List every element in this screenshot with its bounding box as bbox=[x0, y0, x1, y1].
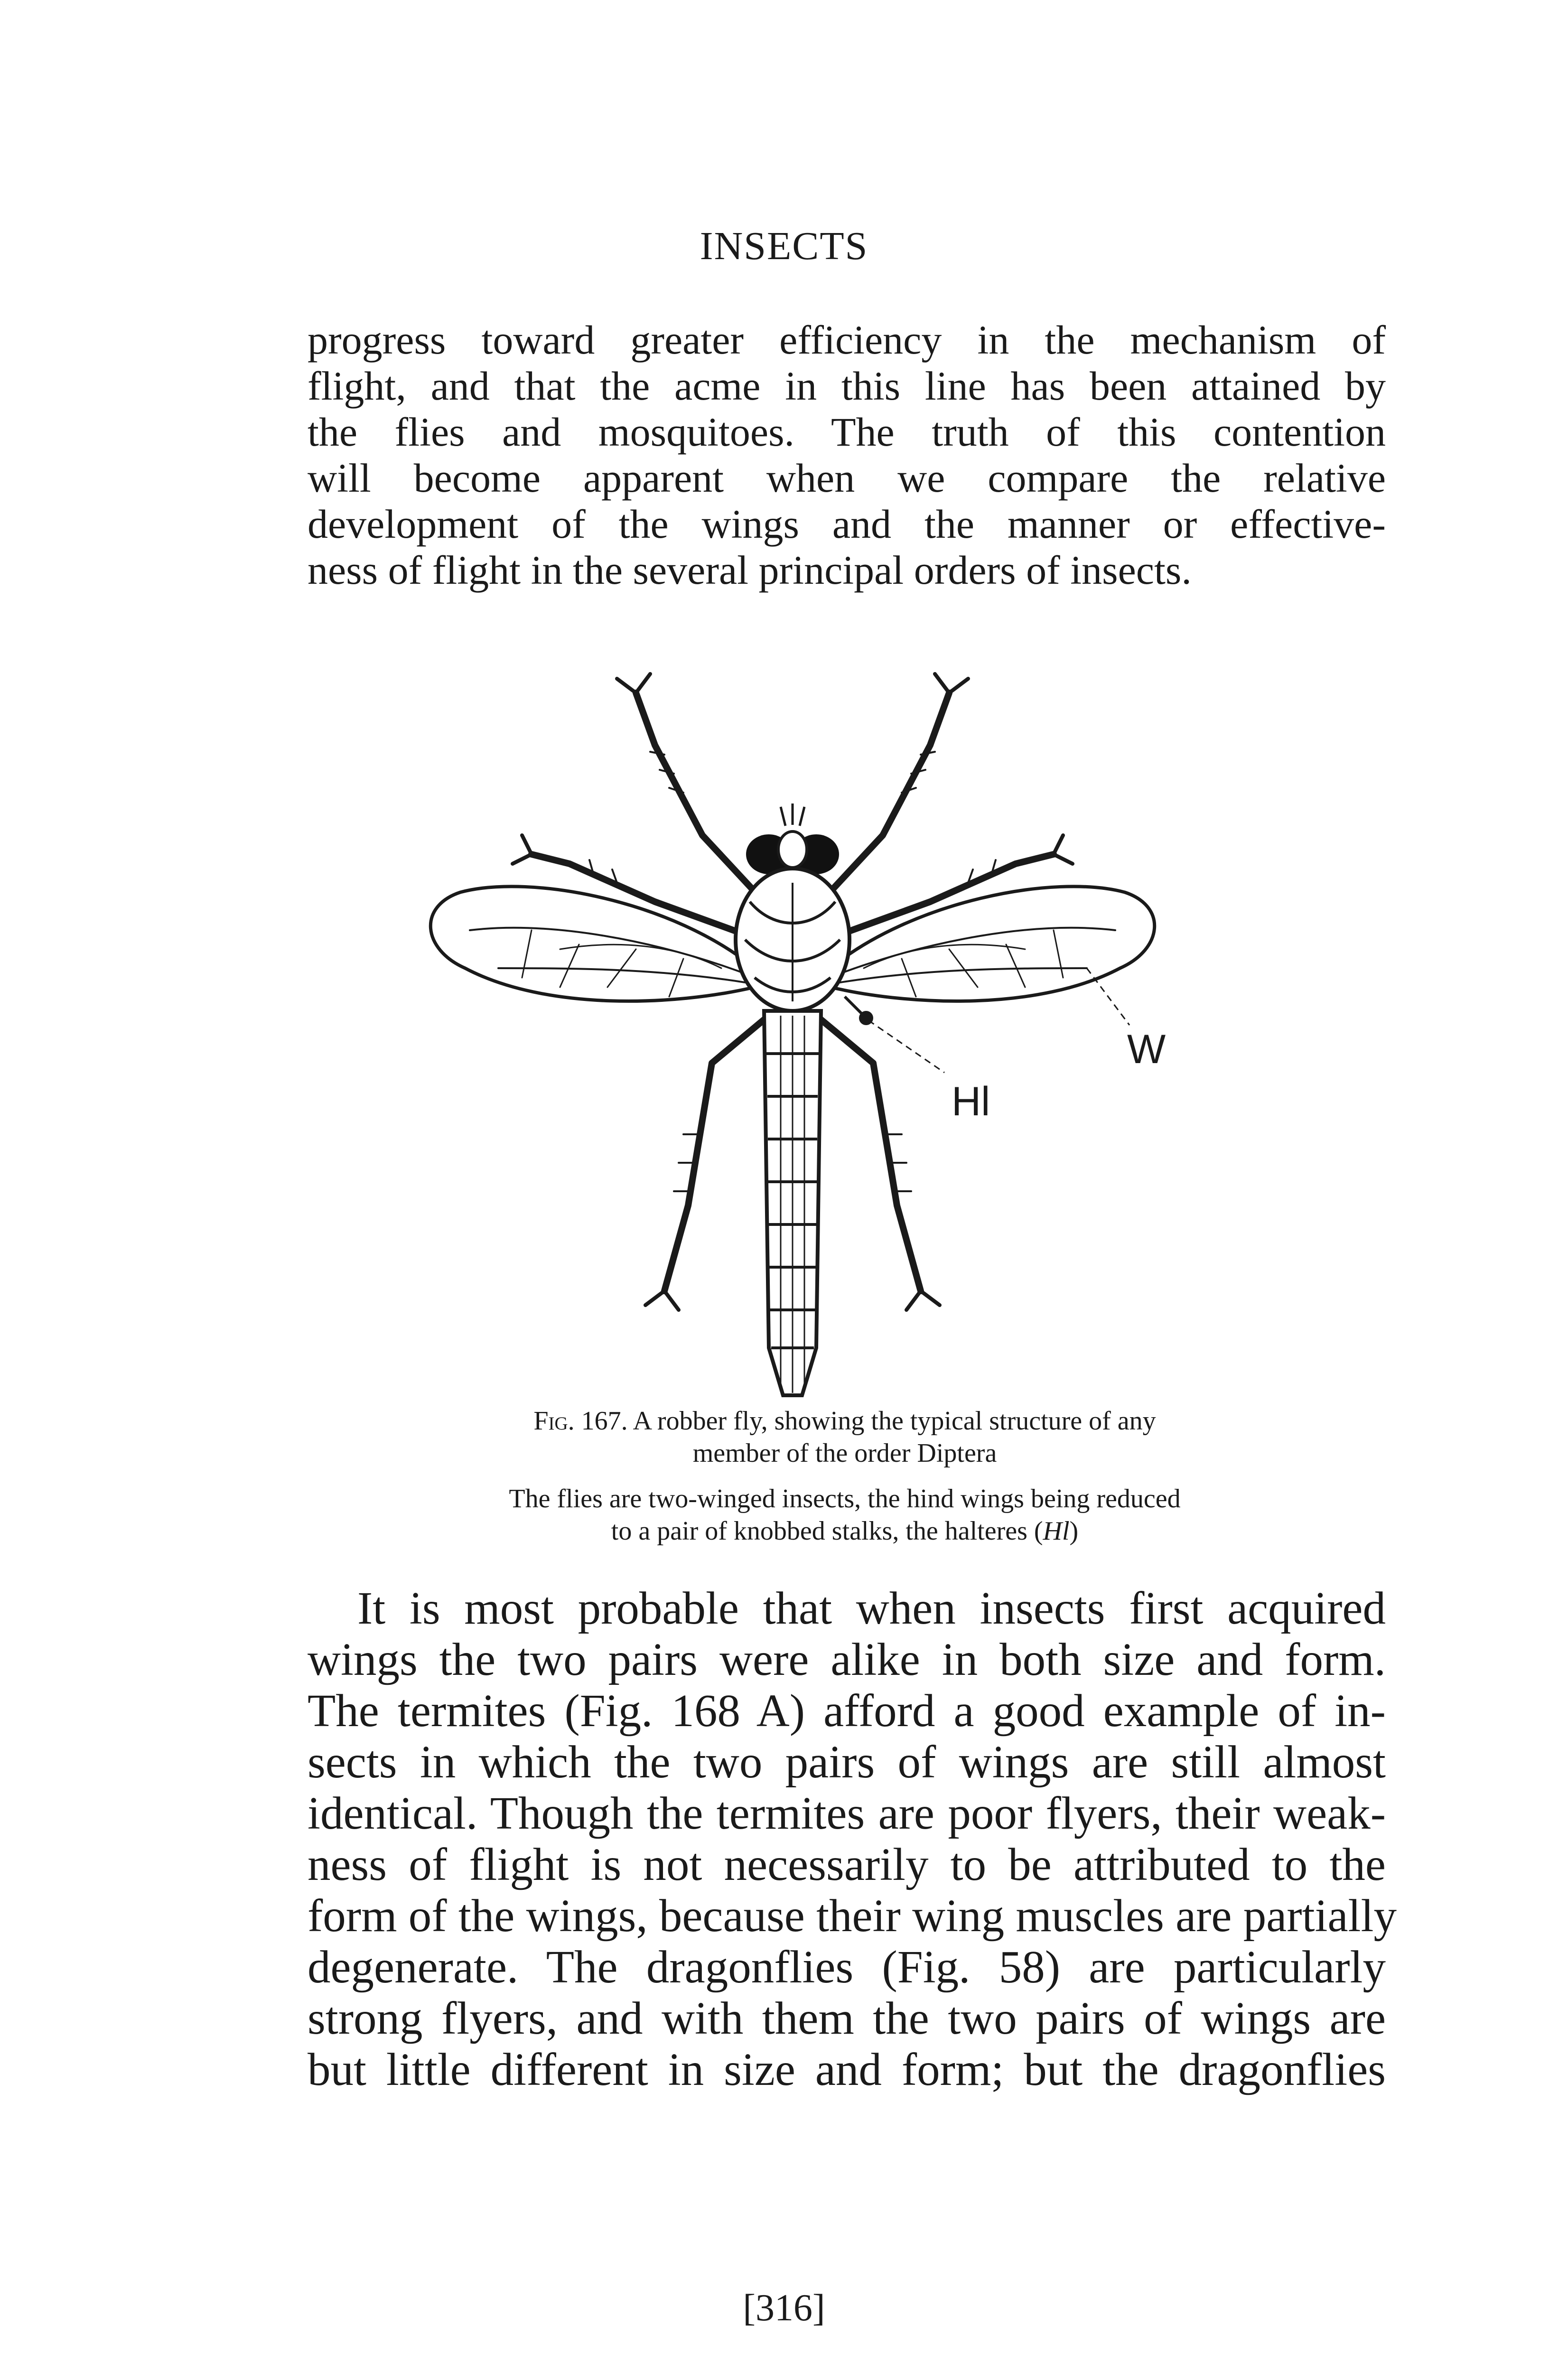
fly-abdomen bbox=[764, 1011, 821, 1395]
caption-line: The flies are two-winged insects, the hind wings being reduced bbox=[509, 1484, 1181, 1513]
text-line: form of the wings, because their wing muscles are partially bbox=[308, 1890, 1397, 1941]
left-wing bbox=[430, 887, 755, 1001]
text-line: identical. Though the termites are poor flyers, their weak- bbox=[308, 1788, 1386, 1839]
page-number: [316] bbox=[743, 2287, 825, 2329]
caption-text: to a pair of knobbed stalks, the halteres ( bbox=[611, 1516, 1043, 1546]
figure-caption bbox=[441, 1405, 1248, 1547]
fly-thorax bbox=[736, 869, 849, 1011]
figure-number: Fig. 167. bbox=[533, 1406, 628, 1436]
label-wing: W bbox=[1127, 1027, 1166, 1072]
text-line: sects in which the two pairs of wings are still almost bbox=[308, 1737, 1386, 1787]
robber-fly-illustration bbox=[389, 636, 1196, 1405]
text-line: the flies and mosquitoes. The truth of this contention bbox=[308, 409, 1386, 455]
text-line: will become apparent when we compare the relative bbox=[308, 455, 1386, 501]
label-haltere: Hl bbox=[952, 1079, 990, 1124]
text-line: but little different in size and form; but the dragonflies bbox=[308, 2044, 1386, 2095]
text-line: development of the wings and the manner or effective- bbox=[308, 501, 1386, 547]
paragraph-2 bbox=[308, 1583, 1397, 2095]
text-line: ness of flight in the several principal orders of insects. bbox=[308, 547, 1192, 593]
text-line: wings the two pairs were alike in both size and form. bbox=[308, 1634, 1386, 1685]
text-line: flight, and that the acme in this line has been attained by bbox=[308, 363, 1386, 409]
text-line: strong flyers, and with them the two pairs of wings are bbox=[308, 1993, 1386, 2044]
caption-line bbox=[441, 1405, 1248, 1437]
caption-abbreviation: Hl bbox=[1043, 1516, 1070, 1546]
caption-line: member of the order Diptera bbox=[692, 1439, 997, 1468]
paragraph-1 bbox=[308, 317, 1386, 593]
right-wing bbox=[831, 887, 1155, 1001]
fly-head bbox=[746, 803, 839, 874]
text-line: degenerate. The dragonflies (Fig. 58) are particularly bbox=[308, 1942, 1386, 1992]
caption-line bbox=[441, 1515, 1248, 1547]
text-line: ness of flight is not necessarily to be attributed to the bbox=[308, 1839, 1386, 1890]
caption-text: A robber fly, showing the typical structure of any bbox=[633, 1406, 1156, 1436]
text-line: The termites (Fig. 168 A) afford a good example of in- bbox=[308, 1685, 1386, 1736]
caption-text: ) bbox=[1069, 1516, 1079, 1546]
text-line: It is most probable that when insects first acquired bbox=[357, 1583, 1386, 1634]
halteres bbox=[845, 997, 872, 1024]
text-line: progress toward greater efficiency in the mechanism of bbox=[308, 317, 1386, 363]
running-head: INSECTS bbox=[700, 224, 868, 268]
